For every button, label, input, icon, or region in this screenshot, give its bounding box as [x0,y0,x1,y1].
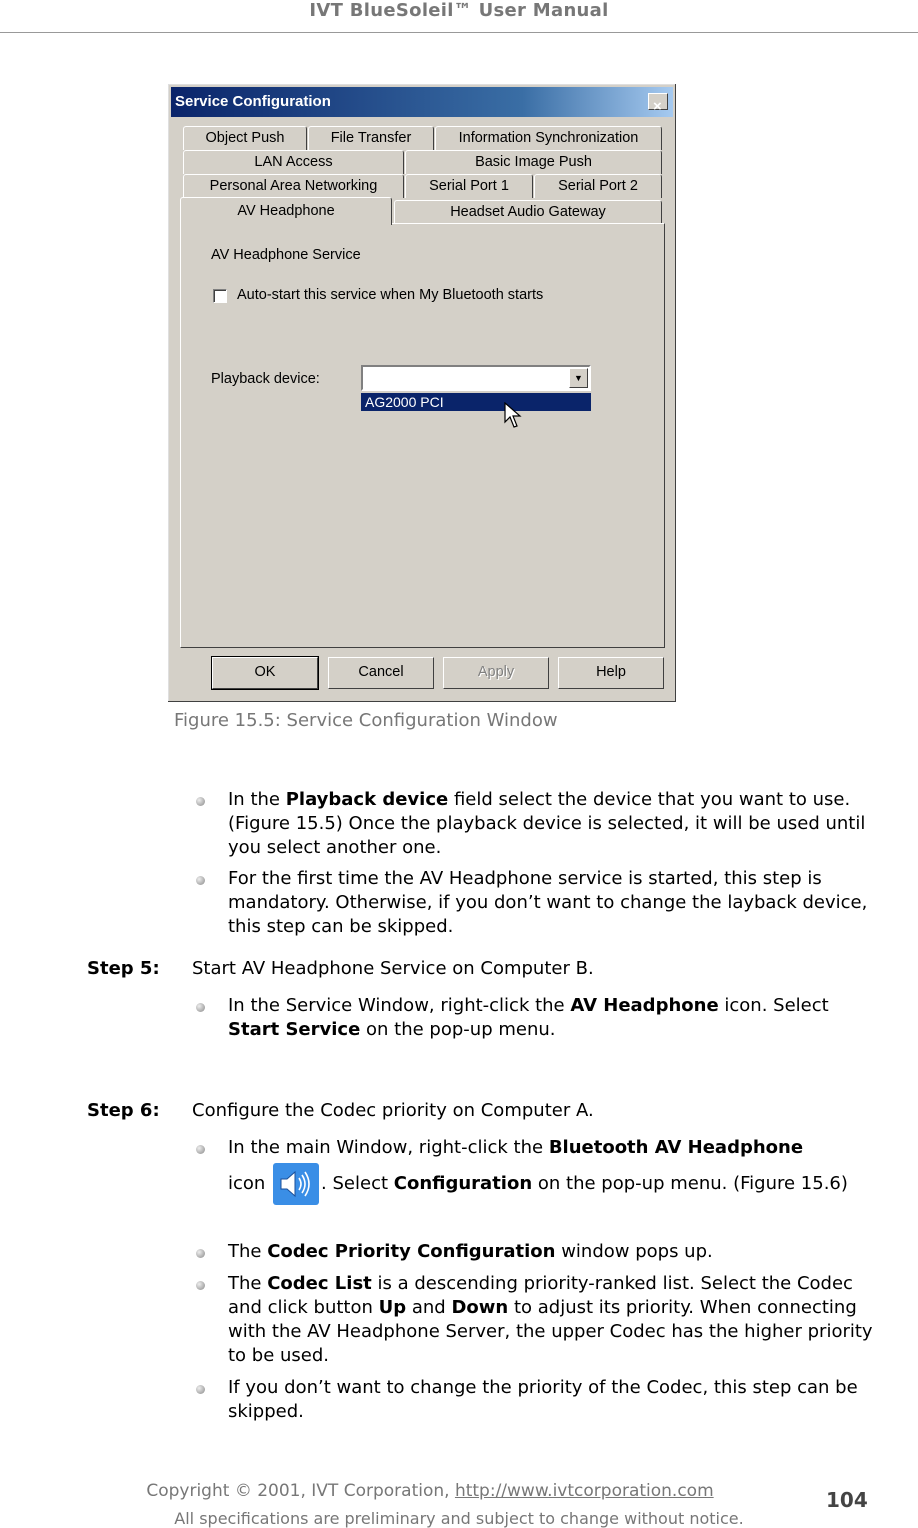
section-title: AV Headphone Service [211,247,361,263]
footer-copyright: Copyright © 2001, IVT Corporation, http://www.ivtcorporation.com [146,1481,714,1501]
bullet-icon [196,1249,205,1258]
chevron-down-icon[interactable]: ▼ [569,368,588,388]
bullet-mandatory-note: For the first time the AV Headphone service is started, this step is mandatory. Otherwise, if you don’t want to change the layback device, this step can be skipped. [228,868,868,937]
tab-basic-image-push[interactable]: Basic Image Push [405,150,662,174]
close-icon: × [653,98,662,115]
bullet-codec-list: The Codec List is a descending priority-ranked list. Select the Codec and click button Up and Down to adjust its priority. When connecting with the AV Headphone Server, the upper Codec has the higher priority to be used. [228,1273,873,1366]
help-button[interactable]: Help [558,657,664,689]
bullet-icon [196,797,205,806]
tab-serial-port-1[interactable]: Serial Port 1 [405,174,533,198]
dropdown-option-ag2000[interactable]: AG2000 PCI [361,393,591,411]
apply-button[interactable]: Apply [443,657,549,689]
tab-av-headphone[interactable]: AV Headphone [180,197,392,225]
close-button[interactable] [648,93,668,115]
tab-headset-audio-gateway[interactable]: Headset Audio Gateway [394,200,662,224]
autostart-checkbox[interactable] [213,289,227,303]
playback-device-select[interactable] [361,365,591,391]
bullet-icon [196,1003,205,1012]
tab-serial-port-2[interactable]: Serial Port 2 [534,174,662,198]
step5-text: Start AV Headphone Service on Computer B. [192,958,594,979]
step6-label: Step 6: [87,1100,160,1121]
page-number: 104 [826,1488,868,1512]
dialog-title: Service Configuration [175,93,331,110]
cancel-button[interactable]: Cancel [328,657,434,689]
mouse-cursor-icon [504,402,524,430]
bullet-configuration: In the main Window, right-click the Bluetooth AV Headphone icon . Select Configuration on the pop-up menu. (Figure 15.6) [228,1136,873,1208]
bullet-start-service: In the Service Window, right-click the AV Headphone icon. Select Start Service on the pop-up menu. [228,995,829,1040]
tab-information-synchronization[interactable]: Information Synchronization [435,126,662,150]
autostart-label: Auto-start this service when My Bluetooth starts [237,287,544,303]
tab-personal-area-networking[interactable]: Personal Area Networking [183,174,404,198]
manual-title: IVT BlueSoleil™ User Manual [309,0,609,21]
service-configuration-dialog [167,83,677,703]
figure-caption: Figure 15.5: Service Configuration Window [174,710,558,731]
tab-file-transfer[interactable]: File Transfer [308,126,434,150]
step5-label: Step 5: [87,958,160,979]
bullet-playback-device: In the Playback device field select the device that you want to use. (Figure 15.5) Once the playback device is selected, it will be used until you select another one. [228,789,866,858]
playback-device-label: Playback device: [211,371,320,387]
bullet-icon [196,1145,205,1154]
bullet-icon [196,1385,205,1394]
bullet-icon [196,1281,205,1290]
bullet-icon [196,876,205,885]
bullet-codec-window: The Codec Priority Configuration window pops up. [228,1241,713,1262]
tab-lan-access[interactable]: LAN Access [183,150,404,174]
footer-notice: All specifications are preliminary and subject to change without notice. [174,1509,744,1528]
ok-button[interactable]: OK [212,657,318,689]
tab-object-push[interactable]: Object Push [183,126,307,150]
bullet-skip-codec: If you don’t want to change the priority of the Codec, this step can be skipped. [228,1377,858,1422]
speaker-icon [273,1163,319,1205]
dialog-titlebar [171,87,673,117]
ivt-website-link[interactable]: http://www.ivtcorporation.com [454,1481,714,1501]
page-header [0,0,918,33]
step6-text: Configure the Codec priority on Computer A. [192,1100,594,1121]
